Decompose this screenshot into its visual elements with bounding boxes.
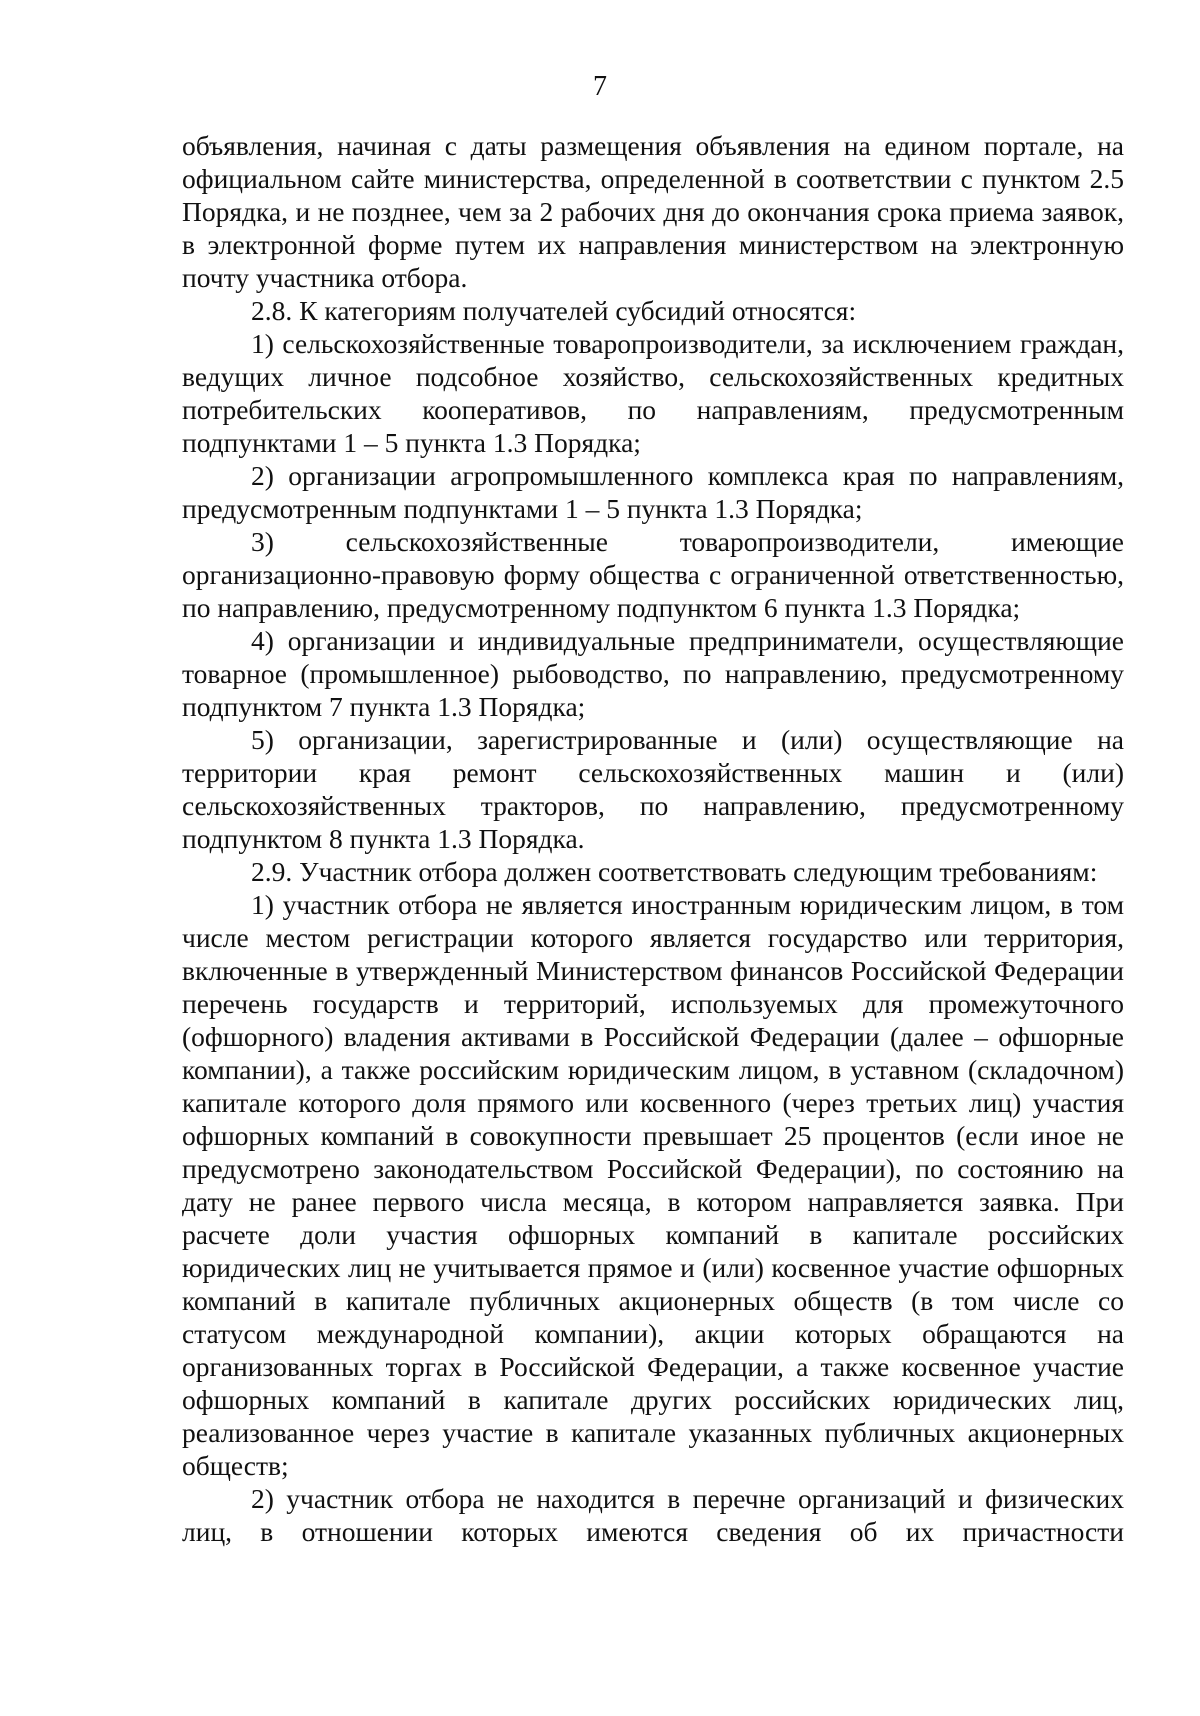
document-body <box>182 129 1124 1548</box>
paragraph-category-4: 4) организации и индивидуальные предприниматели, осуществляющие товарное (промышленное) рыбоводство, по направлению, предусмотренному подпунктом 7 пункта 1.3 Порядка; <box>182 625 1124 722</box>
paragraph-2-8-heading: 2.8. К категориям получателей субсидий относятся: <box>251 295 857 326</box>
paragraph-category-5: 5) организации, зарегистрированные и (или) осуществляющие на территории края ремонт сельскохозяйственных машин и (или) сельскохозяйственных тракторов, по направлению, предусмотренному подпунктом 8 пункта 1.3 Порядка. <box>182 724 1124 854</box>
paragraph-category-1: 1) сельскохозяйственные товаропроизводители, за исключением граждан, ведущих личное подсобное хозяйство, сельскохозяйственных кредитных потребительских кооперативов, по направлениям, предусмотренным подпунктами 1 – 5 пункта 1.3 Порядка; <box>182 328 1124 458</box>
paragraph-requirement-1: 1) участник отбора не является иностранным юридическим лицом, в том числе местом регистрации которого является государство или территория, включенные в утвержденный Министерством финансов Российской Федерации перечень государств и территорий, используемых для промежуточного (офшорного) владения активами в Российской Федерации (далее – офшорные компании), а также российским юридическим лицом, в уставном (складочном) капитале которого доля прямого или косвенного (через третьих лиц) участия офшорных компаний в совокупности превышает 25 процентов (если иное не предусмотрено законодательством Российской Федерации), по состоянию на дату не ранее первого числа месяца, в котором направляется заявка. При расчете доли участия офшорных компаний в капитале российских юридических лиц не учитывается прямое и (или) косвенное участие офшорных компаний в капитале публичных акционерных обществ (в том числе со статусом международной компании), акции которых обращаются на организованных торгах в Российской Федерации, а также косвенное участие офшорных компаний в капитале других российских юридических лиц, реализованное через участие в капитале указанных публичных акционерных обществ; <box>182 889 1124 1481</box>
paragraph-continuation: объявления, начиная с даты размещения объявления на едином портале, на официальном сайте министерства, определенной в соответствии с пунктом 2.5 Порядка, и не позднее, чем за 2 рабочих дня до окончания срока приема заявок, в электронной форме путем их направления министерством на электронную почту участника отбора. <box>182 130 1124 293</box>
page-number: 7 <box>593 71 607 102</box>
paragraph-category-2: 2) организации агропромышленного комплекса края по направлениям, предусмотренным подпунктами 1 – 5 пункта 1.3 Порядка; <box>182 460 1124 524</box>
paragraph-requirement-2: 2) участник отбора не находится в перечне организаций и физических лиц, в отношении которых имеются сведения об их причастности <box>182 1483 1124 1547</box>
paragraph-category-3: 3) сельскохозяйственные товаропроизводители, имеющие организационно-правовую форму общества с ограниченной ответственностью, по направлению, предусмотренному подпунктом 6 пункта 1.3 Порядка; <box>182 526 1124 623</box>
paragraph-2-9-heading: 2.9. Участник отбора должен соответствовать следующим требованиям: <box>251 856 1098 887</box>
